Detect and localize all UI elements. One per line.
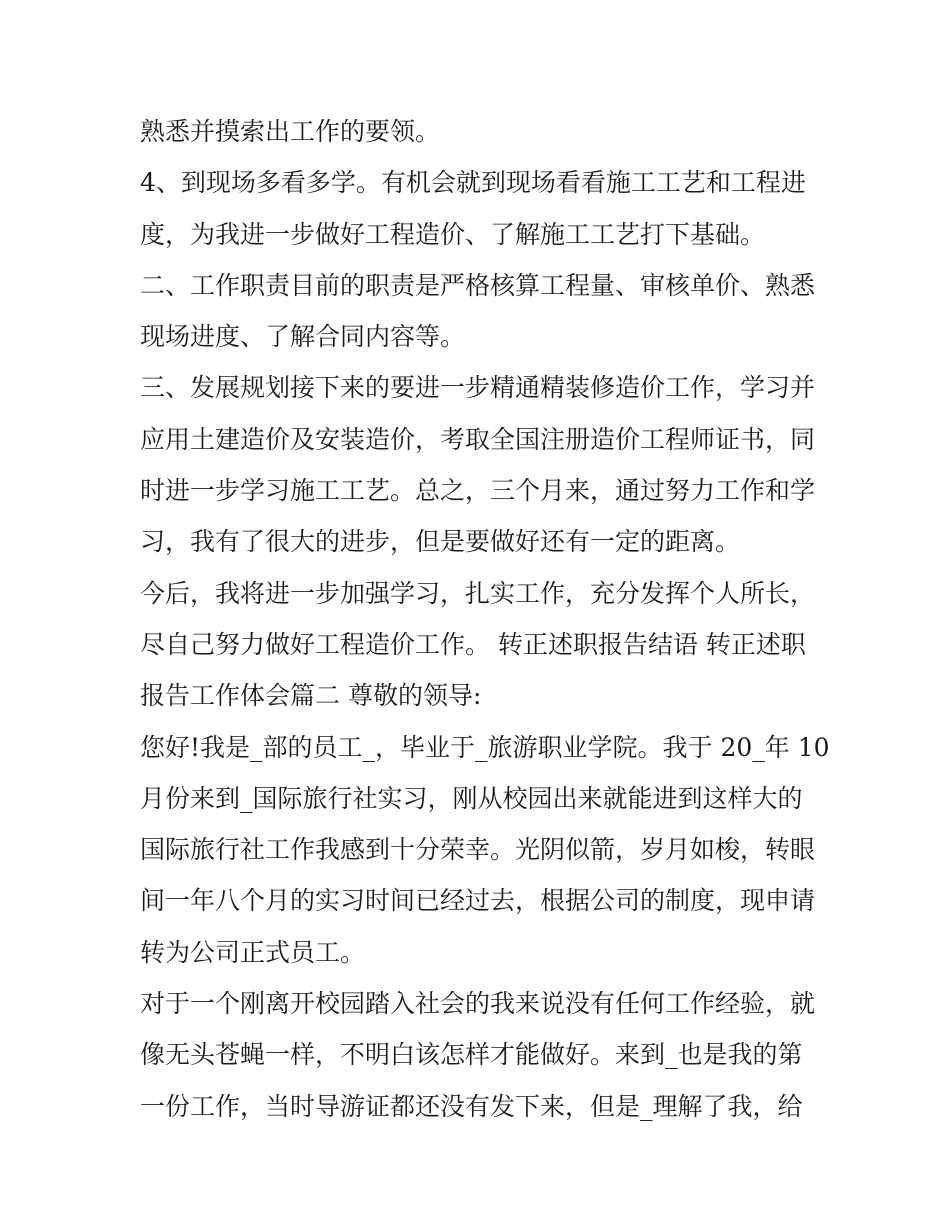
- text-line: 对于一个刚离开校园踏入社会的我来说没有任何工作经验，就: [140, 989, 816, 1019]
- text-line: 月份来到_国际旅行社实习，刚从校园出来就能进到这样大的: [140, 783, 803, 813]
- text-line: 现场进度、了解合同内容等。: [140, 322, 466, 352]
- text-line: 二、工作职责目前的职责是严格核算工程量、审核单价、熟悉: [140, 270, 816, 300]
- text-line: 三、发展规划接下来的要进一步精通精装修造价工作，学习并: [140, 373, 816, 403]
- text-line: 一份工作，当时导游证都还没有发下来，但是_理解了我，给: [140, 1091, 803, 1121]
- text-line: 间一年八个月的实习时间已经过去，根据公司的制度，现申请: [140, 886, 816, 916]
- text-line: 转为公司正式员工。: [140, 937, 366, 967]
- text-line: 度，为我进一步做好工程造价、了解施工工艺打下基础。: [140, 219, 766, 249]
- text-line: 4、到现场多看多学。有机会就到现场看看施工工艺和工程进: [140, 168, 806, 198]
- text-line: 尽自己努力做好工程造价工作。 转正述职报告结语 转正述职: [140, 629, 806, 659]
- text-line: 时进一步学习施工工艺。总之，三个月来，通过努力工作和学: [140, 476, 816, 506]
- document-body: [140, 106, 830, 1132]
- text-line: 习，我有了很大的进步，但是要做好还有一定的距离。: [140, 527, 741, 557]
- text-line: 报告工作体会篇二 尊敬的领导:: [140, 681, 482, 711]
- text-line: 今后，我将进一步加强学习，扎实工作，充分发挥个人所长，: [140, 578, 816, 608]
- text-line: 应用土建造价及安装造价，考取全国注册造价工程师证书，同: [140, 424, 816, 454]
- text-line: 您好!我是_部的员工_，毕业于_旅游职业学院。我于 20_年 10: [140, 732, 830, 762]
- text-line: 国际旅行社工作我感到十分荣幸。光阴似箭，岁月如梭，转眼: [140, 835, 816, 865]
- text-line: 熟悉并摸索出工作的要领。: [140, 117, 441, 146]
- text-line: 像无头苍蝇一样，不明白该怎样才能做好。来到_也是我的第: [140, 1040, 803, 1070]
